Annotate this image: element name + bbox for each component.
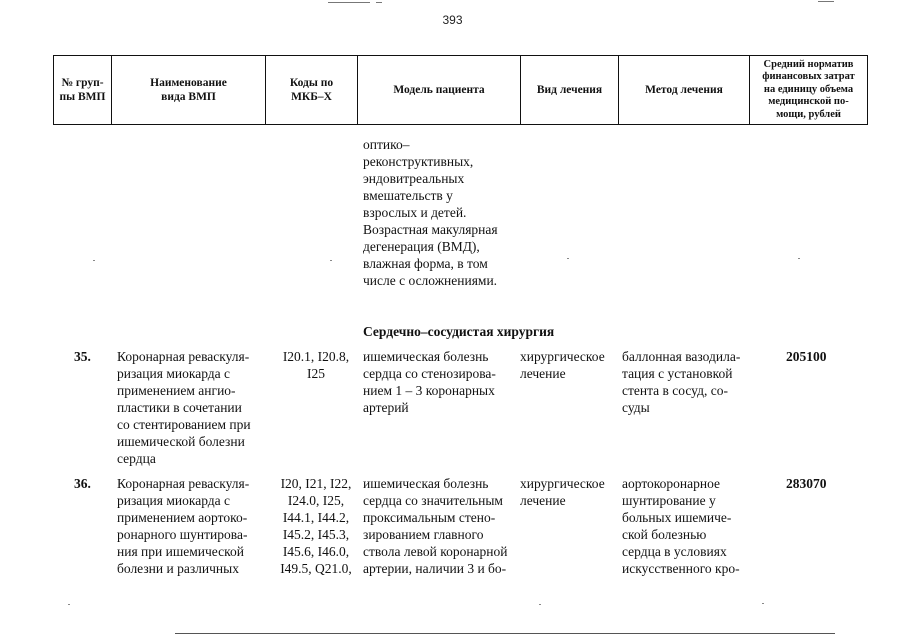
row-treatment-type: хирургическое лечение — [520, 476, 605, 508]
row-treatment-method: баллонная вазодила- тация с установкой стента в сосуд, со- суды — [622, 349, 741, 415]
page-number: 393 — [442, 13, 463, 27]
row-vmp-name: Коронарная реваскуля- ризация миокарда с применением ангио- пластики в сочетании со стентированием при ишемической болезни сердца — [117, 349, 251, 466]
header-treatment-type: Вид лечения — [521, 56, 619, 125]
row-treatment-type: хирургическое лечение — [520, 349, 605, 381]
header-treatment-method: Метод лечения — [619, 56, 750, 125]
scan-speck — [68, 604, 70, 605]
row-treatment-method: аортокоронарное шунтирование у больных ишемиче- ской болезнью сердца в условиях искусственного кро- — [622, 476, 740, 576]
scan-speck — [93, 260, 95, 261]
scan-speck — [762, 603, 764, 604]
row-icd-codes: I20.1, I20.8, I25 — [282, 349, 350, 381]
scan-speck — [330, 260, 332, 261]
header-vmp-name: Наименование вида ВМП — [112, 56, 266, 125]
row-group-number: 36. — [74, 476, 91, 491]
row-patient-model: ишемическая болезнь сердца со значительным проксимальным стено- зированием главного ствола левой коронарной артерии, наличии 3 и бо- — [363, 476, 508, 576]
scan-artifact-line — [818, 1, 834, 2]
header-group-number: № груп- пы ВМП — [54, 56, 112, 125]
row-patient-model: ишемическая болезнь сердца со стенозирова- нием 1 – 3 коронарных артерий — [363, 349, 496, 415]
row-average-cost: 205100 — [786, 349, 827, 364]
section-title: Сердечно–сосудистая хирургия — [363, 324, 555, 339]
table-header — [53, 55, 868, 125]
scan-speck — [567, 258, 569, 259]
row-average-cost: 283070 — [786, 476, 827, 491]
header-patient-model: Модель пациента — [358, 56, 521, 125]
header-average-cost: Средний норматив финансовых затрат на единицу объема медицинской по- мощи, рублей — [750, 56, 868, 125]
scan-speck — [798, 258, 800, 259]
scan-artifact-line — [376, 2, 382, 3]
row-icd-codes: I20, I21, I22, I24.0, I25, I44.1, I44.2, I45.2, I45.3, I45.6, I46.0, I49.5, Q21.0, — [280, 476, 352, 576]
scan-bottom-edge-line — [175, 633, 835, 634]
scan-speck — [539, 604, 541, 605]
continuation-patient-model: оптико– реконструктивных, эндовитреальных вмешательств у взрослых и детей. Возрастная макулярная дегенерация (ВМД), влажная форма, в том числе с осложнениями. — [363, 137, 498, 288]
row-vmp-name: Коронарная реваскуля- ризация миокарда с применением аортоко- ронарного шунтирова- ния при ишемической болезни и различных — [117, 476, 250, 576]
header-icd-codes: Коды по МКБ–Х — [266, 56, 358, 125]
row-group-number: 35. — [74, 349, 91, 364]
scan-artifact-line — [328, 2, 370, 3]
